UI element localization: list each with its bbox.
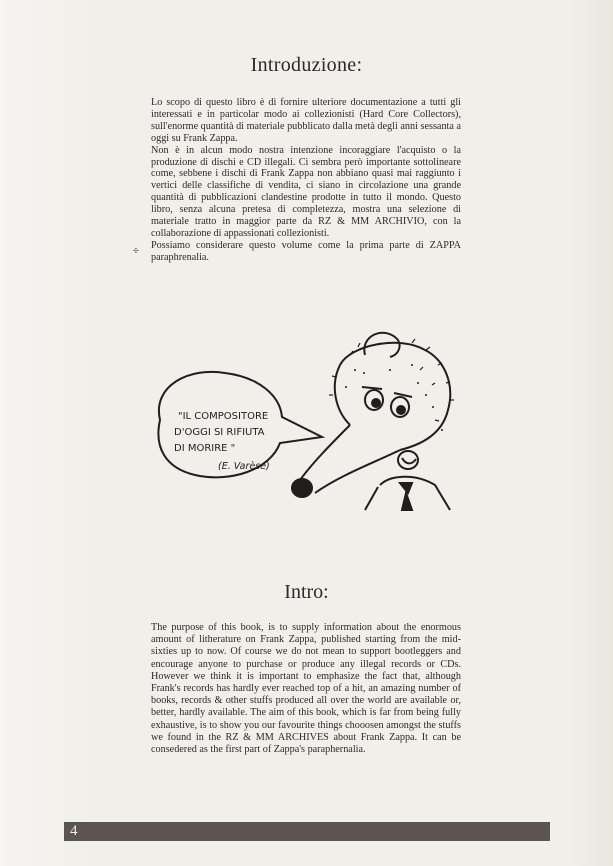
page-margin-left [0,0,92,866]
speech-bubble [158,372,322,477]
english-paragraph: The purpose of this book, is to supply information about the enormous amount of litherature on Frank Zappa, published starting from the mid-sixties up to now. Of course we do not mean to support bootleggers and encourage anyone to purchase or produce any illegal records or CDs. However we think it is important to emphasize the fact that, although Frank's records has hardly ever reached top of a hit, an amazing number of books, records & other stuffs produced all over the world are available or, better, hardly available. The aim of this book, which is far from being fully exhaustive, is to show you our favourite things chooosen amongst the stuffs we found in the RZ & MM ARCHIVES about Frank Zappa. It can be consedered as the first part of Zappa's paraphernalia. [151,622,461,756]
speech-line-3: DI MORIRE " [174,443,236,454]
italian-paragraph-2: Non è in alcun modo nostra intenzione incoraggiare l'acquisto o la produzione di dischi e CD illegali. Ci sembra però importante sottolineare come, sebbene i dischi di Frank Zappa non abbiano quasi mai raggiunto i vertici delle classifiche di vendita, ci siano in circolazione una grande quantità di pubblicazioni clandestine prodotte in tutto il mondo. Questo libro, senza alcuna pretesa di completezza, mostra una selezione di materiale tratto in maggior parte da RZ & MM ARCHIVIO, con la collaborazione di appassionati collezionisti. [151,144,461,239]
speech-attribution: (E. Varèse) [218,461,270,472]
cartoon-illustration [150,325,470,515]
italian-heading: Introduzione: [250,54,363,76]
italian-paragraph-1: Lo scopo di questo libro è di fornire ulteriore documentazione a tutti gli interessati e in particolar modo ai collezionisti (Hard Core Collectors), sull'enorme quantità di materiale pubblicato dalla metà degli anni sessanta a oggi su Frank Zappa. [151,97,461,144]
italian-body [151,97,461,264]
page-margin-right [573,0,613,866]
speech-line-1: "IL COMPOSITORE [178,411,269,422]
margin-mark-icon: ✣ [133,247,139,255]
english-heading: Intro: [284,581,329,603]
page-number: 4 [70,823,78,839]
speech-line-2: D'OGGI SI RIFIUTA [174,427,265,438]
footer-bar [64,822,550,841]
italian-paragraph-3: Possiamo considerare questo volume come la prima parte di ZAPPA paraphrenalia. [151,239,461,263]
rat-character-illustration [292,333,454,510]
english-body [151,622,461,756]
